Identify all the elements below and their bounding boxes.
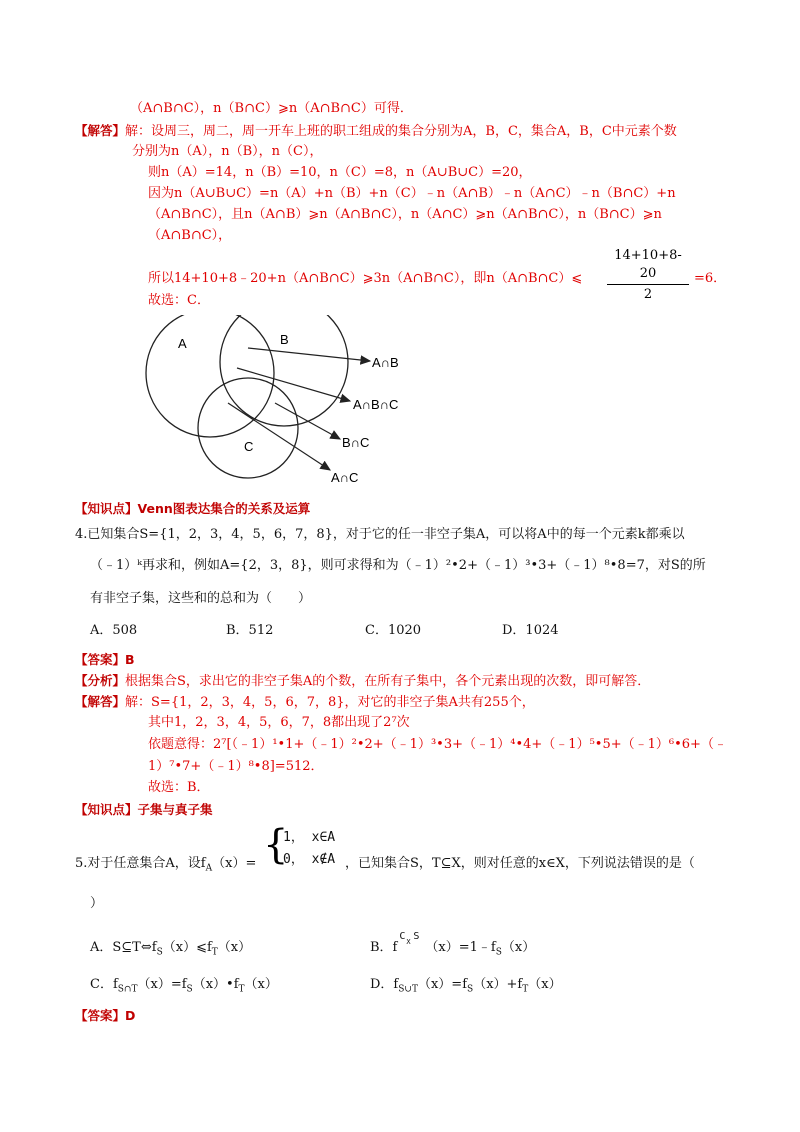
venn-arrow-label-bc: B∩C <box>342 435 370 450</box>
opt-b-sub: S <box>495 947 502 958</box>
q3-jieda-line4: 因为n（A∪B∪C）=n（A）+n（B）+n（C）﹣n（A∩B）﹣n（A∩C）﹣n（B∩C）+n <box>148 186 676 201</box>
q4-stem-line1: 4.已知集合S={1，2，3，4，5，6，7，8}，对于它的任一非空子集A，可以将A中的每一个元素k都乘以 <box>75 527 685 542</box>
zhishi-text: 子集与真子集 <box>137 802 213 817</box>
opt-c-mid: （x）=f <box>137 977 187 992</box>
zhishi-tag: 【知识点】 <box>75 802 138 817</box>
venn-label-c: C <box>244 439 254 454</box>
opt-c-end: （x） <box>244 977 278 992</box>
venn-arrow-label-abc: A∩B∩C <box>353 397 399 412</box>
q4-jieda-line4: 1）⁷•7+（﹣1）⁸•8]=512． <box>148 759 324 774</box>
zhishi-tag: 【知识点】 <box>75 501 138 516</box>
piecewise-case2: 0， x∉A <box>283 852 336 867</box>
opt-d-mid: （x）=f <box>417 977 468 992</box>
opt-c-mid2: （x）•f <box>192 977 239 992</box>
q3-jieda <box>75 122 677 141</box>
opt-d-end: （x） <box>528 977 562 992</box>
opt-a-end: （x） <box>217 940 252 955</box>
venn-diagram <box>140 315 450 495</box>
opt-d-sub3: T <box>522 984 529 995</box>
opt-d-pre: D．f <box>370 977 399 992</box>
q3-fraction-result: =6． <box>694 271 727 286</box>
venn-arrow-label-ab: A∩B <box>372 355 399 370</box>
q5-option-a <box>90 939 251 962</box>
q3-jieda-line5: （A∩B∩C），且n（A∩B）⩾n（A∩B∩C），n（A∩C）⩾n（A∩B∩C），n（B∩C）⩾n <box>148 207 662 222</box>
fenxi-text: 根据集合S，求出它的非空子集A的个数，在所有子集中，各个元素出现的次数，即可解答． <box>125 674 651 689</box>
arrow-b-and-c <box>275 403 340 439</box>
arrow-a-and-c <box>228 403 330 470</box>
q5-stem-line2: ） <box>90 896 104 911</box>
zhishi-text: Venn图表达集合的关系及运算 <box>137 501 311 516</box>
opt-a-mid: （x）⩽f <box>162 940 212 955</box>
arrow-a-and-b-and-c <box>237 368 350 401</box>
answer-tag: 【答案】 <box>75 1008 126 1023</box>
q3-fraction <box>607 247 689 304</box>
q4-option-b: B．512 <box>226 623 274 638</box>
q5-stem-pre: 5.对于任意集合A，设f <box>75 856 206 871</box>
q5-option-d <box>370 976 562 999</box>
q5-stem-sub: A <box>205 863 213 874</box>
q3-jieda-line1: 解：设周三，周二，周一开车上班的职工组成的集合分别为A，B，C，集合A，B，C中元素个数 <box>125 124 677 139</box>
fraction-bar <box>607 284 689 285</box>
piecewise-case1: 1， x∈A <box>283 830 336 845</box>
q4-jieda-line3: 依题意得：2⁷[（﹣1）¹•1+（﹣1）²•2+（﹣1）³•3+（﹣1）⁴•4+（﹣1）⁵•5+（﹣1）⁶•6+（﹣ <box>148 737 727 752</box>
q4-knowledge-point <box>75 801 213 820</box>
q4-jieda-line1: 解：S={1，2，3，4，5，6，7，8}，对它的非空子集A共有255个， <box>125 695 535 710</box>
q5-stem-mid: （x）= <box>212 856 257 871</box>
q3-jieda-line3: 则n（A）=14，n（B）=10，n（C）=8，n（A∪B∪C）=20， <box>148 165 532 180</box>
q5-stem-line1 <box>75 855 256 878</box>
q4-answer <box>75 651 135 670</box>
jieda-tag: 【解答】 <box>75 694 126 709</box>
opt-a-sub2: T <box>211 947 218 958</box>
q3-conclusion: 故选：C． <box>148 293 210 308</box>
q4-stem-line2: （﹣1）ᵏ再求和，例如A={2，3，8}，则可求得和为（﹣1）²•2+（﹣1）³•3+（﹣1）⁸•8=7，对S的所 <box>90 558 706 573</box>
answer-value: B <box>125 652 135 667</box>
opt-d-mid2: （x）+f <box>473 977 523 992</box>
opt-b-sup-c: C <box>399 931 406 942</box>
arrow-a-and-b <box>248 348 370 361</box>
q4-option-d: D．1024 <box>502 623 559 638</box>
q3-top-line: （A∩B∩C），n（B∩C）⩾n（A∩B∩C）可得． <box>130 101 413 116</box>
venn-arrow-label-ac: A∩C <box>331 470 359 485</box>
venn-label-a: A <box>178 336 187 351</box>
q4-analysis <box>75 672 650 691</box>
jieda-tag: 【解答】 <box>75 123 126 138</box>
opt-a-text: A．S⊆T⇔f <box>90 940 157 955</box>
answer-tag: 【答案】 <box>75 652 126 667</box>
opt-b-sup-x: X <box>406 938 411 946</box>
venn-label-b: B <box>280 332 289 347</box>
opt-b-end: （x） <box>501 940 536 955</box>
opt-b-pre: B．f <box>370 940 398 955</box>
opt-d-sub: S∪T <box>398 984 418 995</box>
fenxi-tag: 【分析】 <box>75 673 126 688</box>
q3-knowledge-point <box>75 500 310 519</box>
opt-c-sub3: T <box>238 984 245 995</box>
q5-stem-post: ，已知集合S，T⊆X，则对任意的x∈X，下列说法错误的是（ <box>345 856 695 871</box>
venn-circle-c <box>198 378 298 478</box>
q4-jieda-line2: 其中1，2，3，4，5，6，7，8都出现了2⁷次 <box>148 715 410 730</box>
q4-option-a: A．508 <box>90 623 138 638</box>
opt-c-sub2: S <box>186 984 193 995</box>
opt-c-pre: C．f <box>90 977 118 992</box>
q3-jieda-line6: （A∩B∩C）， <box>148 228 232 243</box>
q4-stem-line3: 有非空子集，这些和的总和为（ ） <box>90 591 312 606</box>
opt-d-sub2: S <box>467 984 474 995</box>
q4-solution <box>75 693 535 712</box>
opt-a-sub1: S <box>156 947 163 958</box>
fraction-numerator: 14+10+8-20 <box>614 248 682 281</box>
opt-c-sub: S∩T <box>117 984 138 995</box>
opt-b-rest: （x）=1﹣f <box>425 940 496 955</box>
piecewise-brace: { <box>263 822 289 868</box>
opt-b-sup-s: S <box>413 931 420 942</box>
q4-option-c: C．1020 <box>365 623 422 638</box>
q5-option-b <box>370 931 536 962</box>
answer-value: D <box>125 1008 136 1023</box>
q3-jieda-line2: 分别为n（A），n（B），n（C）， <box>132 144 323 159</box>
q4-conclusion: 故选：B． <box>148 780 210 795</box>
q5-answer <box>75 1007 135 1026</box>
fraction-denominator: 2 <box>643 287 653 302</box>
q3-jieda-line7: 所以14+10+8﹣20+n（A∩B∩C）⩾3n（A∩B∩C），即n（A∩B∩C）⩽ <box>148 271 583 286</box>
q5-option-c <box>90 976 278 999</box>
